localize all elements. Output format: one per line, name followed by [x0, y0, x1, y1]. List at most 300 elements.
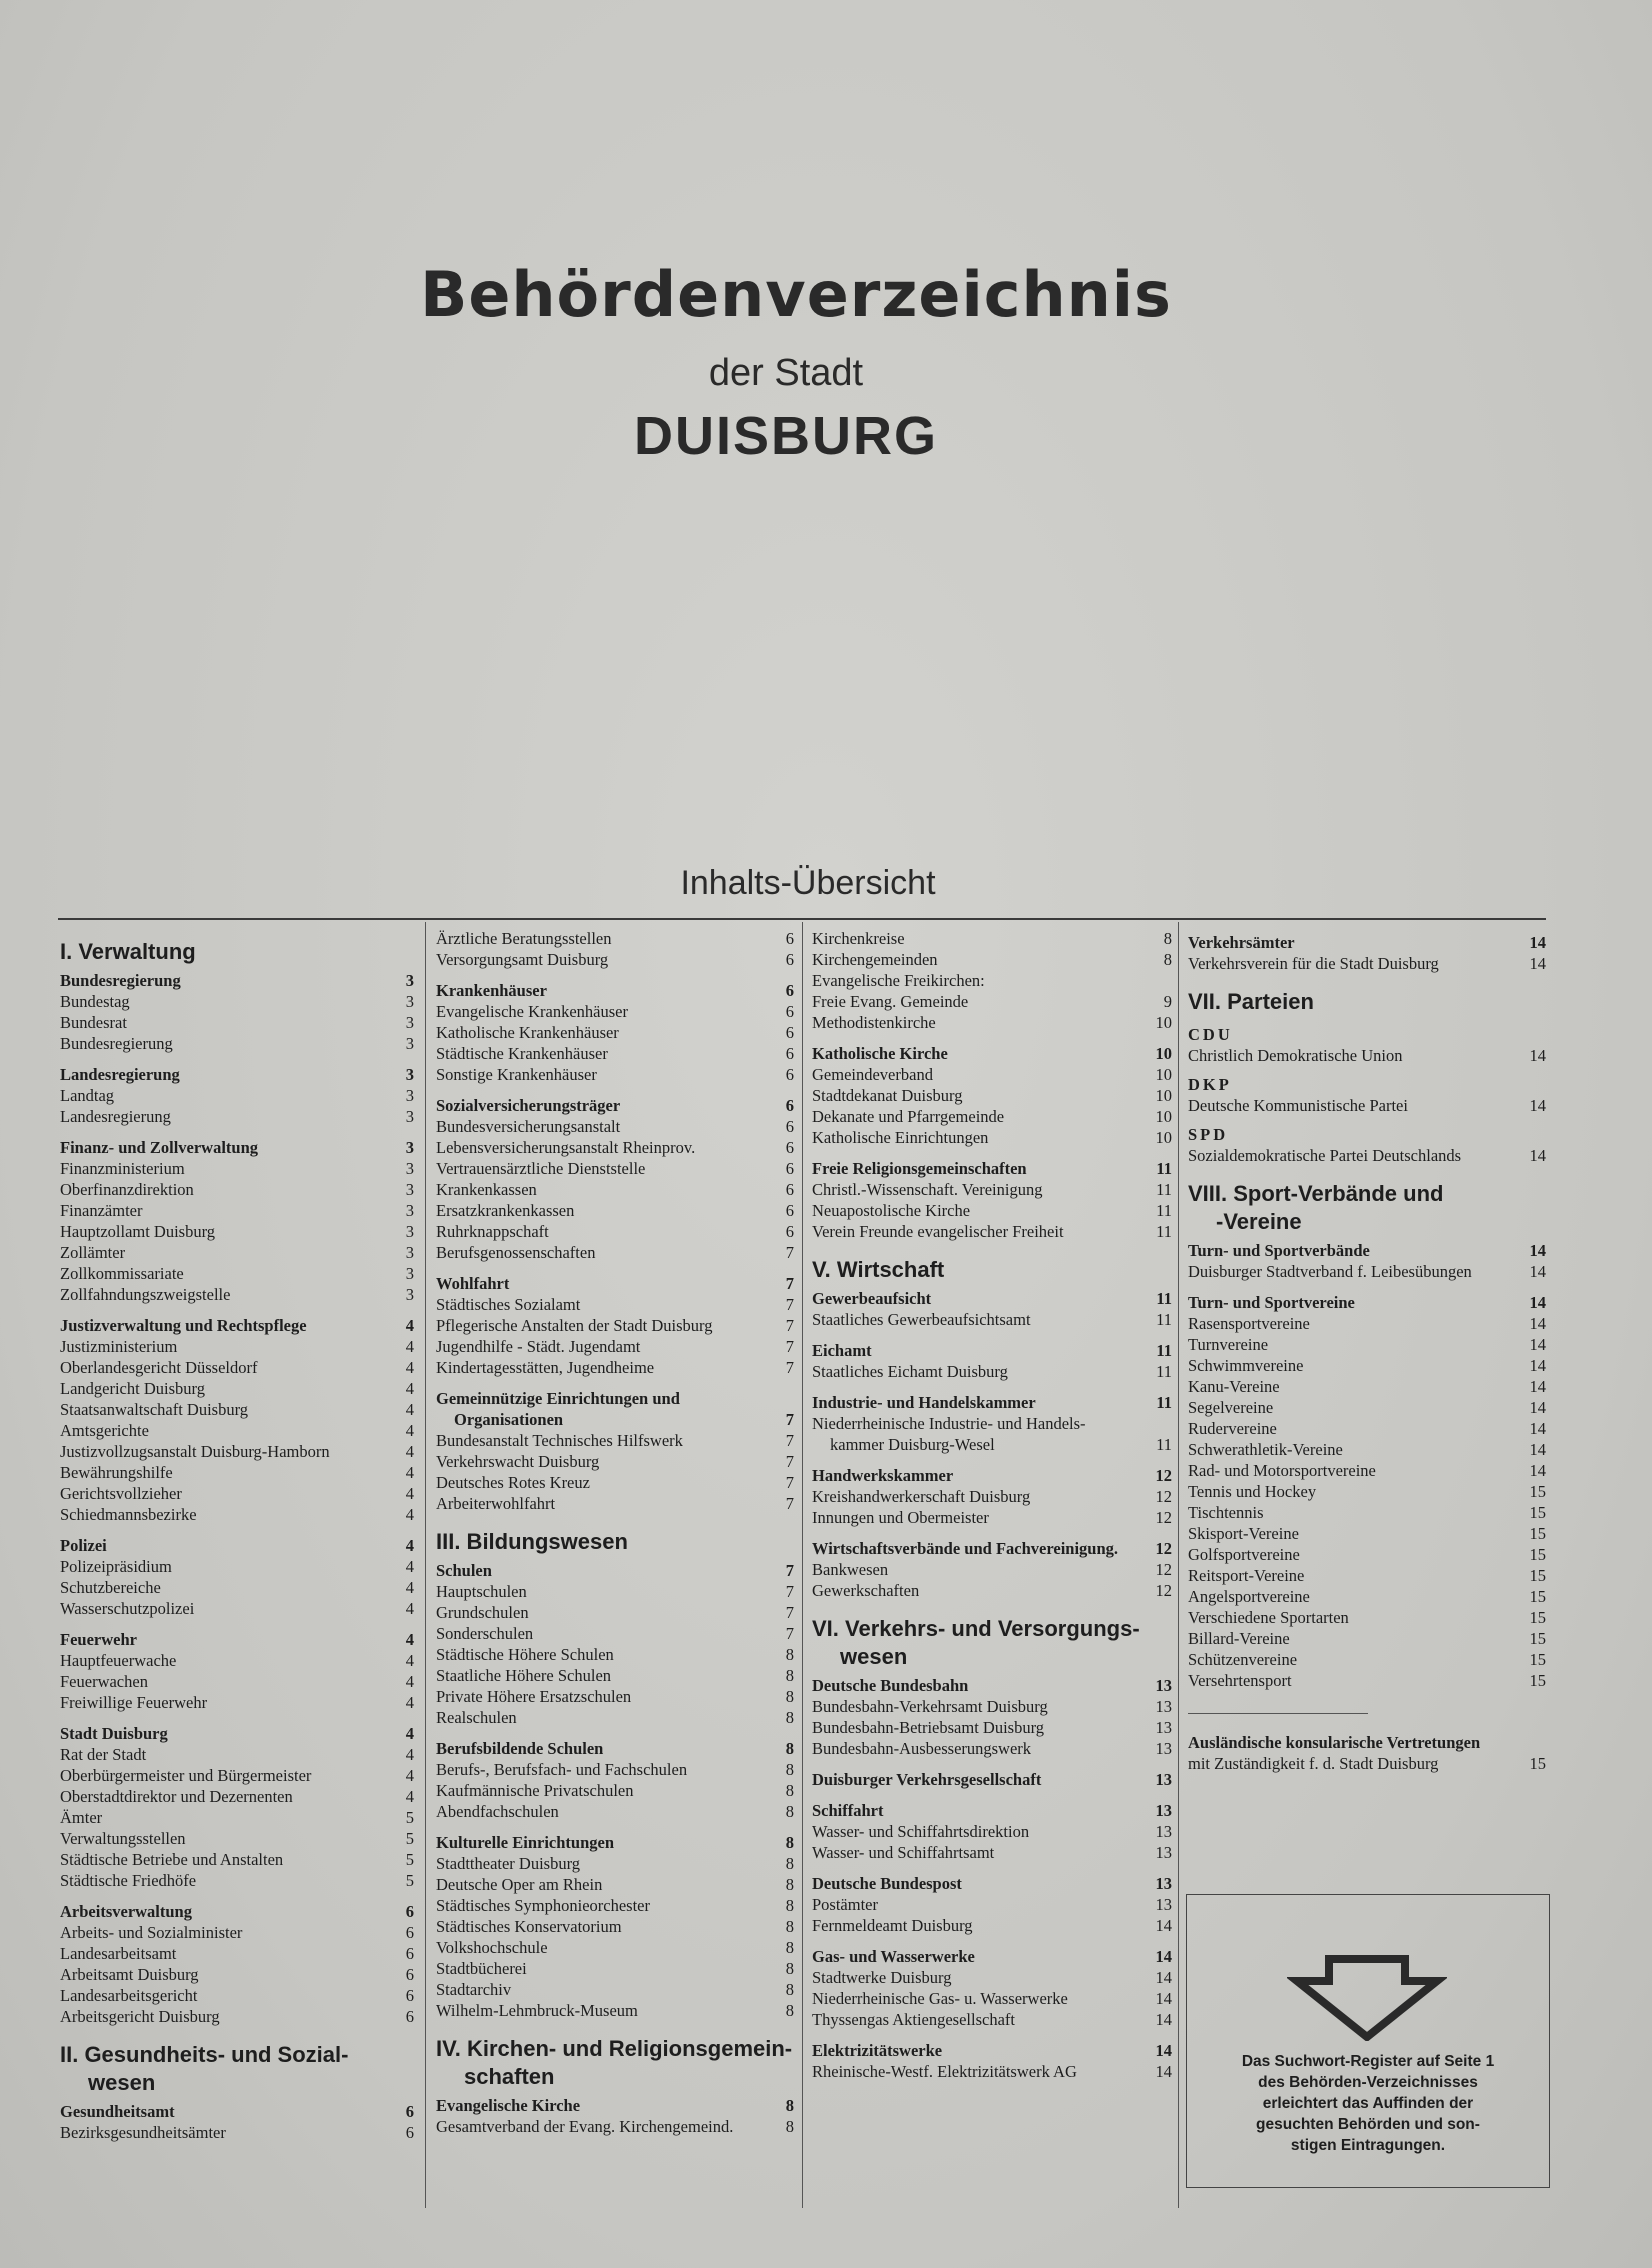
toc-entry-label: Angelsportvereine [1188, 1587, 1310, 1606]
toc-page-number: 14 [1529, 1461, 1546, 1480]
toc-entry-label: Gemeindeverband [812, 1065, 933, 1084]
toc-top-rule [58, 918, 1546, 920]
toc-page-number: 14 [1155, 1989, 1172, 2008]
toc-page-number: 13 [1155, 1697, 1172, 1716]
toc-page-number: 14 [1529, 1262, 1546, 1281]
toc-entry-label: Katholische Krankenhäuser [436, 1023, 619, 1042]
toc-page-number: 14 [1155, 2062, 1172, 2081]
toc-group-heading [812, 2040, 1172, 2061]
toc-page-number: 8 [785, 1896, 794, 1915]
section-heading-text: VII. Parteien [1188, 989, 1314, 1014]
notice-line: des Behörden-Verzeichnisses [1258, 2074, 1478, 2091]
toc-page-number: 12 [1155, 1487, 1172, 1506]
toc-group-heading [1188, 1292, 1546, 1313]
toc-entry [1188, 1095, 1546, 1116]
toc-page-number: 7 [785, 1410, 794, 1429]
toc-entry-label: Sozialversicherungsträger [436, 1096, 621, 1115]
toc-entry-label: Berufsgenossenschaften [436, 1243, 596, 1262]
toc-entry [1188, 1261, 1546, 1282]
toc-page-number: 6 [785, 1117, 794, 1136]
toc-page-number [1540, 1732, 1546, 1753]
toc-page-number: 14 [1529, 1314, 1546, 1333]
toc-entry-label: Katholische Kirche [812, 1044, 948, 1063]
toc-entry [812, 1988, 1172, 2009]
toc-entry [436, 1665, 794, 1686]
toc-group-heading [812, 1538, 1172, 1559]
toc-entry [436, 1916, 794, 1937]
toc-page-number: 8 [785, 2001, 794, 2020]
toc-page-number: 3 [405, 1180, 414, 1199]
page-subtitle: der Stadt [708, 352, 864, 394]
section-heading [436, 1528, 794, 1556]
toc-page-number: 4 [405, 1337, 414, 1356]
toc-entry [812, 949, 1172, 970]
toc-entry-label: Staatliche Höhere Schulen [436, 1666, 612, 1685]
toc-page-number: 15 [1529, 1650, 1546, 1669]
toc-page-number: 4 [405, 1693, 414, 1712]
toc-entry [436, 1801, 794, 1822]
toc-entry [60, 1378, 414, 1399]
toc-page-number: 4 [405, 1557, 414, 1576]
toc-page-number: 15 [1529, 1482, 1546, 1501]
toc-group-heading [812, 1769, 1172, 1790]
toc-entry-label: Eichamt [812, 1341, 872, 1360]
toc-entry-label: Ämter [60, 1808, 103, 1827]
search-register-notice [1186, 1894, 1550, 2188]
toc-entry-label: Thyssengas Aktiengesellschaft [812, 2010, 1015, 2029]
toc-page-number: 8 [785, 1666, 794, 1685]
toc-entry-label: Verein Freunde evangelischer Freiheit [812, 1222, 1064, 1241]
toc-entry [60, 1242, 414, 1263]
toc-entry-label: Gesamtverband der Evang. Kirchengemeind. [436, 2117, 734, 2136]
section-heading-continuation: -Vereine [1216, 1209, 1302, 1234]
toc-page-number: 15 [1529, 1671, 1546, 1690]
toc-group-heading [60, 1901, 414, 1922]
toc-page-number: 6 [405, 2007, 414, 2026]
toc-page-number: 3 [405, 1264, 414, 1283]
toc-page-number: 3 [405, 971, 414, 990]
toc-entry [1188, 1355, 1546, 1376]
toc-page-number: 4 [405, 1505, 414, 1524]
toc-entry-label: Rheinische-Westf. Elektrizitätswerk AG [812, 2062, 1077, 2081]
toc-entry-label: Kanu-Vereine [1188, 1377, 1280, 1396]
toc-page-number: 3 [405, 1065, 414, 1084]
toc-page-number: 12 [1155, 1466, 1172, 1485]
toc-entry [60, 2122, 414, 2143]
toc-entry-label: Justizvollzugsanstalt Duisburg-Hamborn [60, 1442, 330, 1461]
toc-entry-label: Schwerathletik-Vereine [1188, 1440, 1343, 1459]
toc-group-heading [436, 1388, 794, 1409]
toc-entry [436, 1644, 794, 1665]
toc-entry [812, 1085, 1172, 1106]
toc-entry [60, 1692, 414, 1713]
toc-entry [60, 1158, 414, 1179]
toc-page-number: 7 [785, 1494, 794, 1513]
toc-entry-label: Hauptzollamt Duisburg [60, 1222, 216, 1241]
toc-page-number: 15 [1529, 1566, 1546, 1585]
toc-entry-label: Bezirksgesundheitsämter [60, 2123, 226, 2142]
toc-page-number: 15 [1529, 1524, 1546, 1543]
toc-entry-label: Turn- und Sportverbände [1188, 1241, 1370, 1260]
toc-entry-label: Arbeitsgericht Duisburg [60, 2007, 220, 2026]
toc-entry-label: Wilhelm-Lehmbruck-Museum [436, 2001, 638, 2020]
toc-entry-label: Grundschulen [436, 1603, 529, 1622]
toc-entry-label: Hauptfeuerwache [60, 1651, 177, 1670]
toc-entry [1188, 1313, 1546, 1334]
toc-entry [436, 1221, 794, 1242]
toc-entry [1188, 1481, 1546, 1502]
toc-entry-label: Oberlandesgericht Düsseldorf [60, 1358, 258, 1377]
toc-entry [436, 2000, 794, 2021]
toc-entry-label: Wohlfahrt [436, 1274, 510, 1293]
toc-entry-label: Krankenhäuser [436, 981, 547, 1000]
toc-page-number: 14 [1529, 1356, 1546, 1375]
toc-entry-label: Polizeipräsidium [60, 1557, 172, 1576]
toc-entry-label: Freie Evang. Gemeinde [812, 992, 969, 1011]
toc-entry-label: Rasensportvereine [1188, 1314, 1310, 1333]
toc-entry [436, 1357, 794, 1378]
toc-entry-label: Bundesregierung [60, 971, 181, 990]
toc-page-number: 4 [405, 1421, 414, 1440]
toc-page-number: 14 [1529, 1046, 1546, 1065]
toc-entry-label: Stadtarchiv [436, 1980, 512, 1999]
toc-entry [812, 2009, 1172, 2030]
toc-entry-label: Oberbürgermeister und Bürgermeister [60, 1766, 312, 1785]
toc-page-number: 8 [785, 1802, 794, 1821]
toc-page-number: 8 [785, 1854, 794, 1873]
toc-entry-label: Landesregierung [60, 1107, 171, 1126]
toc-entry [60, 1786, 414, 1807]
toc-entry [1188, 1418, 1546, 1439]
toc-entry-label: Skisport-Vereine [1188, 1524, 1299, 1543]
toc-entry [1188, 1649, 1546, 1670]
toc-entry-label: Ausländische konsularische Vertretungen [1188, 1733, 1481, 1752]
toc-entry [812, 1696, 1172, 1717]
toc-page-number: 6 [405, 1944, 414, 1963]
toc-page-number: 15 [1529, 1608, 1546, 1627]
toc-entry-label: Stadtwerke Duisburg [812, 1968, 952, 1987]
toc-page-number: 14 [1529, 1419, 1546, 1438]
toc-page-number: 13 [1155, 1801, 1172, 1820]
toc-page-number: 11 [1156, 1362, 1172, 1381]
toc-entry [812, 1012, 1172, 1033]
toc-entry-label: Pflegerische Anstalten der Stadt Duisburg [436, 1316, 713, 1335]
toc-entry-label: Bundesregierung [60, 1034, 173, 1053]
toc-page-number: 11 [1156, 1393, 1172, 1412]
toc-group-heading [60, 1629, 414, 1650]
toc-heading: Inhalts-Übersicht [680, 864, 936, 902]
toc-page-number: 3 [405, 1201, 414, 1220]
toc-page-number: 3 [405, 992, 414, 1011]
toc-entry [1188, 1376, 1546, 1397]
toc-entry [60, 1828, 414, 1849]
party-abbreviation: SPD [1188, 1125, 1229, 1144]
toc-entry-label: Kirchengemeinden [812, 950, 938, 969]
section-heading [812, 1615, 1172, 1671]
toc-entry-label: Landtag [60, 1086, 115, 1105]
toc-page-number: 8 [785, 2117, 794, 2136]
toc-entry-label: Bundesbahn-Ausbesserungswerk [812, 1739, 1032, 1758]
section-heading [1188, 1180, 1546, 1236]
toc-entry-label: Ersatzkrankenkassen [436, 1201, 575, 1220]
toc-page-number: 12 [1155, 1539, 1172, 1558]
toc-entry-label: Arbeits- und Sozialminister [60, 1923, 243, 1942]
notice-line: gesuchten Behörden und son- [1256, 2116, 1480, 2133]
section-heading-text: IV. Kirchen- und Religionsgemein- [436, 2036, 793, 2061]
toc-entry [436, 1581, 794, 1602]
toc-page-number: 13 [1155, 1843, 1172, 1862]
toc-page-number: 3 [405, 1086, 414, 1105]
toc-entry [812, 2061, 1172, 2082]
toc-page-number: 15 [1529, 1503, 1546, 1522]
toc-entry-label: Bundestag [60, 992, 130, 1011]
toc-page-number: 8 [785, 1833, 794, 1852]
toc-entry-label: Städtisches Konservatorium [436, 1917, 622, 1936]
toc-entry-label: Turn- und Sportvereine [1188, 1293, 1355, 1312]
toc-entry-label: Landesarbeitsgericht [60, 1986, 198, 2005]
toc-entry-label: Arbeiterwohlfahrt [436, 1494, 556, 1513]
toc-entry [436, 1979, 794, 2000]
toc-entry [812, 1717, 1172, 1738]
toc-entry-label: Städtische Höhere Schulen [436, 1645, 614, 1664]
section-heading [60, 938, 414, 966]
toc-page-number: 4 [405, 1536, 414, 1555]
page-title: Behördenverzeichnis [420, 258, 1172, 331]
toc-entry [60, 1577, 414, 1598]
toc-entry [60, 1870, 414, 1891]
toc-entry [1188, 1586, 1546, 1607]
section-heading-continuation: wesen [88, 2070, 156, 2095]
toc-page-number: 13 [1155, 1676, 1172, 1695]
toc-entry [60, 1085, 414, 1106]
toc-entry [60, 1420, 414, 1441]
toc-entry [436, 1937, 794, 1958]
toc-entry-label: Schiedmannsbezirke [60, 1505, 197, 1524]
toc-entry [812, 928, 1172, 949]
toc-page-number: 4 [405, 1484, 414, 1503]
toc-entry-label: Gesundheitsamt [60, 2102, 175, 2121]
toc-page-number: 3 [405, 1013, 414, 1032]
toc-entry-label: Sonstige Krankenhäuser [436, 1065, 597, 1084]
toc-entry [436, 1116, 794, 1137]
toc-entry [812, 970, 1172, 991]
toc-entry-label: Oberfinanzdirektion [60, 1180, 194, 1199]
toc-entry [436, 1874, 794, 1895]
toc-entry-label: Bundesbahn-Betriebsamt Duisburg [812, 1718, 1045, 1737]
notice-line: erleichtert das Auffinden der [1262, 2095, 1474, 2112]
toc-entry-label: Rat der Stadt [60, 1745, 147, 1764]
toc-page-number: 7 [785, 1431, 794, 1450]
toc-page-number: 6 [405, 1902, 414, 1921]
toc-entry [60, 1179, 414, 1200]
toc-entry [60, 1336, 414, 1357]
toc-entry-label: Städtisches Sozialamt [436, 1295, 581, 1314]
city-name: DUISBURG [633, 406, 938, 466]
toc-entry-label: Deutsche Bundespost [812, 1874, 962, 1893]
toc-entry-label: Stadtbücherei [436, 1959, 527, 1978]
toc-page-number: 4 [405, 1442, 414, 1461]
toc-page-number: 11 [1156, 1289, 1172, 1308]
toc-page-number: 6 [785, 1002, 794, 1021]
toc-entry-label: Bundesversicherungsanstalt [436, 1117, 621, 1136]
toc-entry [436, 1336, 794, 1357]
party-abbreviation: CDU [1188, 1025, 1233, 1044]
toc-entry-label: Staatliches Eichamt Duisburg [812, 1362, 1008, 1381]
toc-entry-label: Niederrheinische Gas- u. Wasserwerke [812, 1989, 1068, 2008]
toc-entry-label: Bankwesen [812, 1560, 889, 1579]
section-heading-text: VIII. Sport-Verbände und [1188, 1181, 1444, 1206]
toc-entry-label: Gemeinnützige Einrichtungen und [436, 1389, 680, 1408]
toc-group-heading [1188, 1732, 1546, 1753]
toc-entry [1188, 1607, 1546, 1628]
toc-entry [60, 1964, 414, 1985]
toc-entry [436, 2116, 794, 2137]
toc-entry [812, 1842, 1172, 1863]
toc-entry [60, 1598, 414, 1619]
toc-entry [812, 1179, 1172, 1200]
toc-group-heading [812, 1158, 1172, 1179]
toc-page-number: 6 [785, 1201, 794, 1220]
toc-page-number: 10 [1155, 1013, 1172, 1032]
toc-entry-label: Verkehrsverein für die Stadt Duisburg [1188, 954, 1439, 973]
toc-entry [60, 1765, 414, 1786]
toc-group-heading [60, 1137, 414, 1158]
toc-entry [60, 1441, 414, 1462]
toc-page-number: 8 [785, 1980, 794, 1999]
toc-entry-label: mit Zuständigkeit f. d. Stadt Duisburg [1188, 1754, 1439, 1773]
toc-entry-label: Kaufmännische Privatschulen [436, 1781, 634, 1800]
toc-entry-label: Gewerkschaften [812, 1581, 920, 1600]
toc-page-number: 13 [1155, 1822, 1172, 1841]
toc-entry [812, 1361, 1172, 1382]
toc-entry [436, 1179, 794, 1200]
toc-entry [60, 1200, 414, 1221]
toc-page-number: 8 [785, 1645, 794, 1664]
toc-group-heading [1188, 932, 1546, 953]
toc-entry [812, 1309, 1172, 1330]
toc-entry [436, 1137, 794, 1158]
toc-entry [1188, 1334, 1546, 1355]
toc-entry [60, 1807, 414, 1828]
toc-page-number: 14 [1155, 1916, 1172, 1935]
toc-entry-label: Freiwillige Feuerwehr [60, 1693, 208, 1712]
toc-entry-label: Golfsportvereine [1188, 1545, 1300, 1564]
toc-page-number: 9 [1163, 992, 1172, 1011]
toc-entry-label: Gerichtsvollzieher [60, 1484, 182, 1503]
toc-entry [436, 1200, 794, 1221]
toc-page-number: 4 [405, 1599, 414, 1618]
toc-entry-label: Wasserschutzpolizei [60, 1599, 195, 1618]
toc-group-heading [436, 2095, 794, 2116]
toc-group-heading [436, 1832, 794, 1853]
toc-entry-label: Zollämter [60, 1243, 126, 1262]
toc-page-number [788, 1388, 794, 1409]
toc-entry-label: Niederrheinische Industrie- und Handels- [812, 1414, 1086, 1433]
toc-page-number: 4 [405, 1672, 414, 1691]
toc-entry-label: Sonderschulen [436, 1624, 534, 1643]
section-heading-continuation: schaften [464, 2064, 555, 2089]
toc-page-number: 8 [785, 1875, 794, 1894]
toc-group-heading [812, 1392, 1172, 1413]
toc-entry-label: Verkehrsämter [1188, 933, 1295, 952]
toc-entry-label: Bewährungshilfe [60, 1463, 173, 1482]
toc-entry [436, 1780, 794, 1801]
toc-entry-label: Jugendhilfe - Städt. Jugendamt [436, 1337, 641, 1356]
toc-entry [436, 1158, 794, 1179]
section-heading-text: V. Wirtschaft [812, 1257, 945, 1282]
toc-page-number: 6 [785, 1096, 794, 1115]
toc-entry-label: Zollfahndungszweigstelle [60, 1285, 231, 1304]
toc-page-number: 4 [405, 1463, 414, 1482]
toc-entry-label: Feuerwehr [60, 1630, 137, 1649]
toc-group-heading [812, 1465, 1172, 1486]
toc-page-number: 3 [405, 1107, 414, 1126]
toc-entry [436, 1430, 794, 1451]
toc-group-heading [436, 1560, 794, 1581]
toc-page-number: 6 [785, 1180, 794, 1199]
toc-entry [1188, 1502, 1546, 1523]
toc-page-number: 11 [1156, 1310, 1172, 1329]
toc-group-heading [812, 1946, 1172, 1967]
toc-entry-label: Deutsche Kommunistische Partei [1188, 1096, 1408, 1115]
toc-entry-label: Tennis und Hockey [1188, 1482, 1317, 1501]
toc-entry [812, 1967, 1172, 1988]
toc-entry-label: kammer Duisburg-Wesel [830, 1435, 995, 1454]
toc-entry-label: Stadttheater Duisburg [436, 1854, 581, 1873]
toc-entry-label: Methodistenkirche [812, 1013, 936, 1032]
toc-page-number: 4 [405, 1630, 414, 1649]
toc-entry [812, 1821, 1172, 1842]
toc-page-number: 5 [405, 1850, 414, 1869]
toc-page-number: 8 [785, 1938, 794, 1957]
toc-page-number: 14 [1529, 1146, 1546, 1165]
toc-entry-label: Polizei [60, 1536, 107, 1555]
toc-entry [1188, 1439, 1546, 1460]
toc-entry-label: Industrie- und Handelskammer [812, 1393, 1036, 1412]
toc-entry [1188, 1670, 1546, 1691]
toc-entry-label: Neuapostolische Kirche [812, 1201, 971, 1220]
toc-page-number: 14 [1529, 954, 1546, 973]
toc-group-heading [812, 1340, 1172, 1361]
toc-page-number: 11 [1156, 1201, 1172, 1220]
toc-page-number: 5 [405, 1808, 414, 1827]
toc-entry-label: Kindertagesstätten, Jugendheime [436, 1358, 655, 1377]
toc-entry-label: Turnvereine [1188, 1335, 1269, 1354]
toc-entry-label: Evangelische Freikirchen: [812, 971, 985, 990]
toc-entry-label: Verwaltungsstellen [60, 1829, 186, 1848]
toc-group-heading [60, 970, 414, 991]
toc-entry-label: Reitsport-Vereine [1188, 1566, 1305, 1585]
toc-entry-label: Ruhrknappschaft [436, 1222, 549, 1241]
toc-page-number: 8 [785, 1760, 794, 1779]
column-divider [1178, 922, 1179, 2208]
toc-page-number: 3 [405, 1285, 414, 1304]
toc-entry-label: Landgericht Duisburg [60, 1379, 205, 1398]
toc-page-number: 6 [785, 1023, 794, 1042]
toc-page-number: 14 [1529, 1096, 1546, 1115]
notice-text [1197, 2051, 1539, 2156]
toc-entry-label: Ärztliche Beratungsstellen [436, 929, 612, 948]
toc-entry-label: Städtische Betriebe und Anstalten [60, 1850, 284, 1869]
toc-entry-label: Wasser- und Schiffahrtsamt [812, 1843, 995, 1862]
toc-entry [1188, 1753, 1546, 1774]
toc-entry [436, 1022, 794, 1043]
toc-page-number: 13 [1155, 1874, 1172, 1893]
toc-entry-label: Sozialdemokratische Partei Deutschlands [1188, 1146, 1462, 1165]
toc-page-number: 3 [405, 1034, 414, 1053]
toc-entry-label: Krankenkassen [436, 1180, 537, 1199]
toc-entry [60, 1033, 414, 1054]
